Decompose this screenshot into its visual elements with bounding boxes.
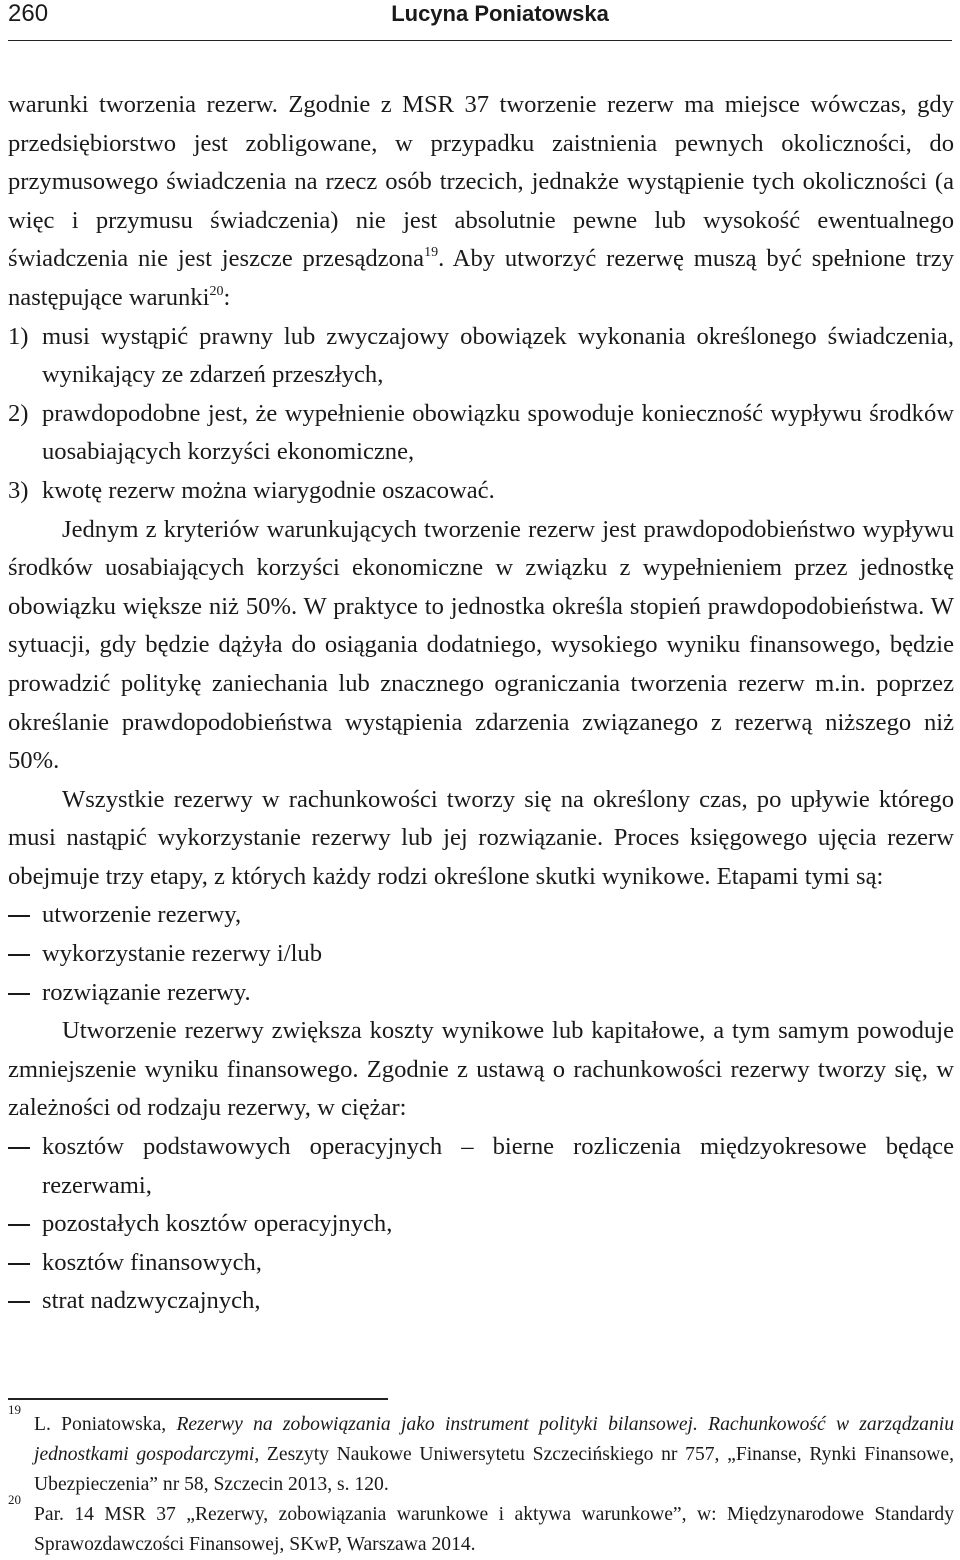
list-item <box>8 472 954 511</box>
paragraph-text: warunki tworzenia rezerw. Zgodnie z MSR 37 tworzenie rezerw ma miejsce wówczas, gdy przedsiębiorstwo jest zobligowane, w przypadku zaistnienia pewnych okoliczności, do przymusowego świadczenia na rzecz osób trzecich, jednakże wystąpienie tych okoliczności (a więc i przymusu świadczenia) nie jest absolutnie pewne lub wysokość ewentualnego świadczenia nie jest jeszcze przesądzona <box>8 91 954 273</box>
dash-bullet-icon <box>8 1224 30 1226</box>
dash-bullet-icon <box>8 1301 30 1303</box>
dash-bullet-icon <box>8 1263 30 1265</box>
list-item-text: kosztów podstawowych operacyjnych <box>42 1133 443 1161</box>
list-item-text: pozostałych kosztów operacyjnych, <box>42 1210 393 1238</box>
footnote-text: Par. 14 MSR 37 „Rezerwy, zobowiązania warunkowe i aktywa warunkowe”, w: Międzynarodowe Standardy Sprawozdawczości Finansowej, SKwP, Warszawa 2014. <box>34 1504 954 1555</box>
paragraph-text: . Aby utworzyć rezerwę muszą być spełnione trzy następujące warunki <box>8 245 954 311</box>
list-number: 1) <box>8 322 29 350</box>
footnote-ref-20[interactable]: 20 <box>209 283 224 299</box>
conditions-list <box>8 318 954 511</box>
list-item-text: prawdopodobne jest, że wypełnienie obowiązku spowoduje konieczność wypływu środków uosabiających korzyści ekonomiczne, <box>42 399 954 466</box>
list-item <box>8 974 954 1013</box>
dash-bullet-icon <box>8 915 30 917</box>
list-item <box>8 896 954 935</box>
stages-list <box>8 896 954 1012</box>
footnotes <box>8 1402 955 1560</box>
paragraph-stages: Wszystkie rezerwy w rachunkowości tworzy się na określony czas, po upływie którego musi nastąpić wykorzystanie rezerwy lub jej rozwiązanie. Proces księgowego ujęcia rezerw obejmuje trzy etapy, z których każdy rodzi określone skutki wynikowe. Etapami tymi są: <box>8 785 954 890</box>
list-item-text: wykorzystanie rezerwy i/lub <box>42 940 322 968</box>
list-item-text: strat nadzwyczajnych, <box>42 1287 261 1315</box>
list-number: 2) <box>8 399 29 427</box>
dash-bullet-icon <box>8 993 30 995</box>
list-item <box>8 1282 954 1321</box>
list-item <box>8 318 954 395</box>
paragraph-probability: Jednym z kryteriów warunkujących tworzenie rezerw jest prawdopodobieństwo wypływu środków uosabiających korzyści ekonomiczne w związku z wypełnieniem przez jednostkę obowiązku większe niż 50%. W praktyce to jednostka określa stopień prawdopodobieństwa. W sytuacji, gdy będzie dążyła do osiągania dodatniego, wysokiego wyniku finansowego, będzie prowadzić politykę zaniechania lub znacznego ograniczania tworzenia rezerw m.in. poprzez określanie prawdopodobieństwa wystąpienia zdarzenia związanego z rezerwą niższego niż 50%. <box>8 515 954 775</box>
inline-dash-icon: – <box>461 1133 474 1161</box>
footnote-20 <box>8 1492 954 1560</box>
list-item-text: kwotę rezerw można wiarygodnie oszacować. <box>42 476 495 504</box>
header-author: Lucyna Poniatowska <box>391 1 609 26</box>
paragraph-costs-intro: Utworzenie rezerwy zwiększa koszty wynikowe lub kapitałowe, a tym samym powoduje zmniejszenie wyniku finansowego. Zgodnie z ustawą o rachunkowości rezerwy tworzy się, w zależności od rodzaju rezerwy, w ciężar: <box>8 1017 954 1122</box>
list-item-text: musi wystąpić prawny lub zwyczajowy obowiązek wykonania określonego świadczenia, wynikający ze zdarzeń przeszłych, <box>42 322 954 389</box>
footnote-number: 20 <box>8 1492 21 1507</box>
footnote-ref-19[interactable]: 19 <box>424 245 439 261</box>
footnote-title: Rezerwy na zobowiązania jako instrument polityki bilansowej. Rachunkowość w zarządzaniu jednostkami gospodarczymi <box>34 1414 955 1465</box>
list-item-text: utworzenie rezerwy, <box>42 901 242 929</box>
main-text <box>8 86 954 1321</box>
dash-bullet-icon <box>8 954 30 956</box>
footnote-divider <box>8 1398 388 1400</box>
footnote-text: , Zeszyty Naukowe Uniwersytetu Szczecińskiego nr 757, „Finanse, Rynki Finansowe, Ubezpieczenia” nr 58, Szczecin 2013, s. 120. <box>34 1444 954 1495</box>
list-item <box>8 1244 954 1283</box>
footnote-text: L. Poniatowska, <box>34 1414 177 1435</box>
running-header <box>8 0 952 41</box>
footnote-19 <box>8 1402 955 1500</box>
dash-bullet-icon <box>8 1147 30 1149</box>
list-number: 3) <box>8 476 29 504</box>
page-number: 260 <box>8 0 49 27</box>
list-item <box>8 1205 954 1244</box>
list-item <box>8 395 954 472</box>
footnote-number: 19 <box>8 1402 21 1417</box>
list-item-text: bierne rozliczenia międzyokresowe będące rezerwami, <box>42 1133 954 1199</box>
costs-list <box>8 1128 954 1321</box>
list-item-text: kosztów finansowych, <box>42 1248 262 1276</box>
paragraph-conditions-intro <box>8 86 954 318</box>
list-item <box>8 1128 954 1205</box>
list-item <box>8 935 954 974</box>
list-item-text: rozwiązanie rezerwy. <box>42 978 251 1006</box>
paragraph-text: : <box>223 283 231 311</box>
